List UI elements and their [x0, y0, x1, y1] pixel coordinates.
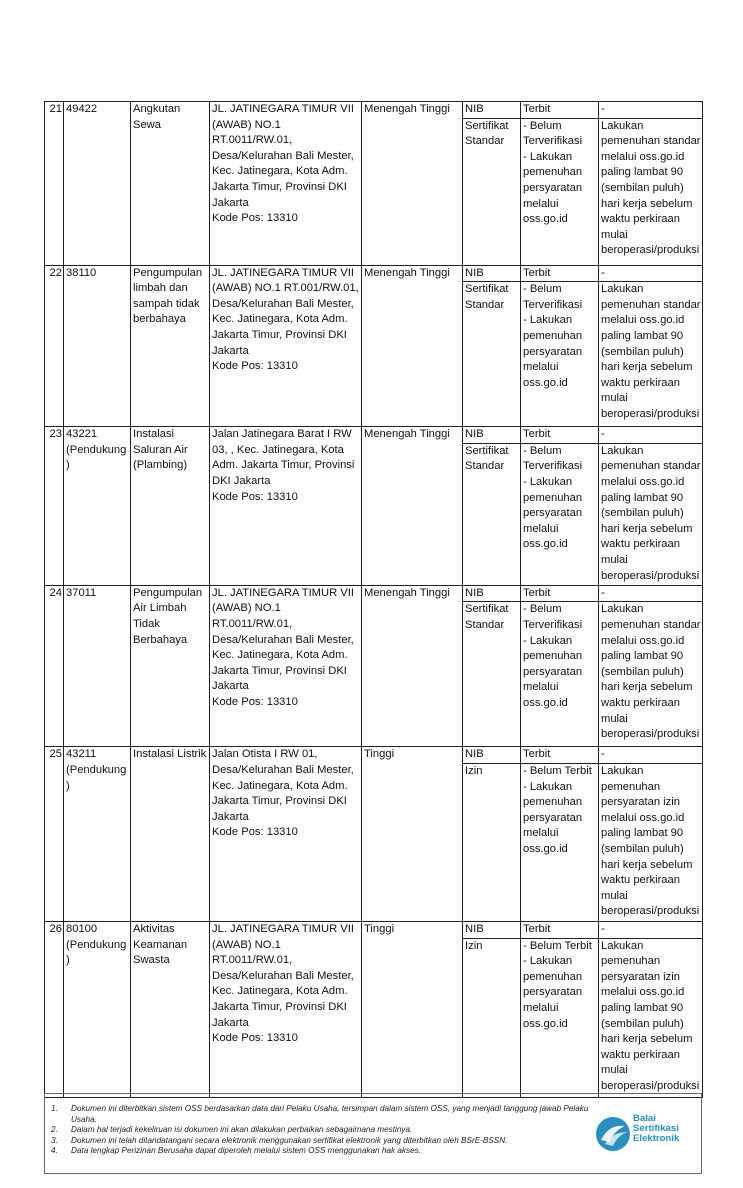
cell-status-lanjutan: - Belum Terverifikasi - Lakukan pemenuhan persyaratan melalui oss.go.id: [521, 602, 599, 747]
cell-status-lanjutan: - Belum Terbit - Lakukan pemenuhan persyaratan melalui oss.go.id: [521, 763, 599, 921]
cell-keterangan-lanjutan: Lakukan pemenuhan persyaratan izin melalui oss.go.id paling lambat 90 (sembilan puluh) hari kerja sebelum waktu perkiraan mulai beroperasi/produksi: [599, 938, 703, 1097]
bsre-logo-line-1: Balai: [633, 1113, 656, 1124]
bsre-logo-line-3: Elektronik: [633, 1133, 680, 1144]
cell-perizinan-lanjutan: Sertifikat Standar: [463, 602, 521, 747]
cell-kbli: 43221 (Pendukung): [64, 427, 131, 586]
bsre-logo-icon: [595, 1116, 631, 1152]
footer-note-number: 3.: [51, 1135, 58, 1145]
table-row: [45, 265, 703, 282]
cell-tingkat-risiko: Tinggi: [362, 921, 463, 1097]
footer-note-text: Dalam hal terjadi kekeliruan isi dokumen ini akan dilakukan perbaikan sebagaimana mestinya.: [71, 1125, 413, 1135]
cell-alamat: Jalan Jatinegara Barat I RW 03, , Kec. Jatinegara, Kota Adm. Jakarta Timur, Provinsi DKI Jakarta Kode Pos: 13310: [210, 427, 362, 586]
cell-keterangan-lanjutan: Lakukan pemenuhan standar melalui oss.go.id paling lambat 90 (sembilan puluh) hari kerja sebelum waktu perkiraan mulai beroperasi/produksi: [599, 282, 703, 427]
cell-no: 21: [45, 102, 64, 266]
cell-alamat: Jalan Otista I RW 01, Desa/Kelurahan Bali Mester, Kec. Jatinegara, Kota Adm. Jakarta Timur, Provinsi DKI Jakarta Kode Pos: 13310: [210, 747, 362, 922]
cell-judul-kbli: Aktivitas Keamanan Swasta: [131, 921, 210, 1097]
cell-no: 22: [45, 265, 64, 427]
cell-status-lanjutan: - Belum Terverifikasi - Lakukan pemenuhan persyaratan melalui oss.go.id: [521, 282, 599, 427]
cell-perizinan-lanjutan: Sertifikat Standar: [463, 443, 521, 585]
footer-note-number: 1.: [51, 1104, 58, 1113]
cell-alamat: JL. JATINEGARA TIMUR VII (AWAB) NO.1 RT.0011/RW.01, Desa/Kelurahan Bali Mester, Kec. Jatinegara, Kota Adm. Jakarta Timur, Provinsi DKI Jakarta Kode Pos: 13310: [210, 921, 362, 1097]
cell-no: 25: [45, 747, 64, 922]
cell-judul-kbli: Instalasi Listrik: [131, 747, 210, 922]
table-row: [45, 921, 703, 938]
cell-tingkat-risiko: Tinggi: [362, 747, 463, 922]
footer-note-number: 4.: [51, 1146, 58, 1156]
cell-no: 26: [45, 921, 64, 1097]
cell-status-lanjutan: - Belum Terbit - Lakukan pemenuhan persyaratan melalui oss.go.id: [521, 938, 599, 1097]
cell-perizinan-nib: NIB: [463, 427, 521, 444]
cell-perizinan-lanjutan: Izin: [463, 938, 521, 1097]
cell-keterangan-lanjutan: Lakukan pemenuhan persyaratan izin melalui oss.go.id paling lambat 90 (sembilan puluh) hari kerja sebelum waktu perkiraan mulai beroperasi/produksi: [599, 763, 703, 921]
cell-perizinan-nib: NIB: [463, 921, 521, 938]
cell-keterangan-lanjutan: Lakukan pemenuhan standar melalui oss.go.id paling lambat 90 (sembilan puluh) hari kerja sebelum waktu perkiraan mulai beroperasi/produksi: [599, 118, 703, 265]
bsre-logo: [595, 1112, 695, 1156]
cell-keterangan-lanjutan: Lakukan pemenuhan standar melalui oss.go.id paling lambat 90 (sembilan puluh) hari kerja sebelum waktu perkiraan mulai beroperasi/produksi: [599, 443, 703, 585]
cell-status-nib: Terbit: [521, 747, 599, 764]
footer-note: [51, 1125, 597, 1136]
cell-judul-kbli: Pengumpulan Air Limbah Tidak Berbahaya: [131, 585, 210, 747]
table-row: [45, 102, 703, 119]
cell-judul-kbli: Instalasi Saluran Air (Plambing): [131, 427, 210, 586]
cell-status-nib: Terbit: [521, 427, 599, 444]
cell-perizinan-lanjutan: Sertifikat Standar: [463, 282, 521, 427]
table-row: [45, 747, 703, 764]
cell-kbli: 38110: [64, 265, 131, 427]
cell-judul-kbli: Angkutan Sewa: [131, 102, 210, 266]
cell-kbli: 37011: [64, 585, 131, 747]
cell-tingkat-risiko: Menengah Tinggi: [362, 102, 463, 266]
cell-status-nib: Terbit: [521, 102, 599, 119]
license-table: [44, 101, 703, 1098]
cell-status-nib: Terbit: [521, 265, 599, 282]
footer-note-text: Data lengkap Perizinan Berusaha dapat diperoleh melalui sistem OSS menggunakan hak akses.: [71, 1146, 421, 1156]
cell-alamat: JL. JATINEGARA TIMUR VII (AWAB) NO.1 RT.0011/RW.01, Desa/Kelurahan Bali Mester, Kec. Jatinegara, Kota Adm. Jakarta Timur, Provinsi DKI Jakarta Kode Pos: 13310: [210, 585, 362, 747]
cell-keterangan-nib: -: [599, 747, 703, 764]
cell-perizinan-lanjutan: Sertifikat Standar: [463, 118, 521, 265]
cell-status-nib: Terbit: [521, 921, 599, 938]
cell-no: 23: [45, 427, 64, 586]
table-row: [45, 427, 703, 444]
cell-tingkat-risiko: Menengah Tinggi: [362, 585, 463, 747]
cell-tingkat-risiko: Menengah Tinggi: [362, 265, 463, 427]
cell-tingkat-risiko: Menengah Tinggi: [362, 427, 463, 586]
cell-keterangan-nib: -: [599, 427, 703, 444]
cell-perizinan-nib: NIB: [463, 585, 521, 602]
cell-keterangan-nib: -: [599, 585, 703, 602]
cell-no: 24: [45, 585, 64, 747]
cell-keterangan-nib: -: [599, 102, 703, 119]
cell-alamat: JL. JATINEGARA TIMUR VII (AWAB) NO.1 RT.0011/RW.01, Desa/Kelurahan Bali Mester, Kec. Jatinegara, Kota Adm. Jakarta Timur, Provinsi DKI Jakarta Kode Pos: 13310: [210, 102, 362, 266]
cell-status-lanjutan: - Belum Terverifikasi - Lakukan pemenuhan persyaratan melalui oss.go.id: [521, 443, 599, 585]
cell-keterangan-nib: -: [599, 921, 703, 938]
cell-keterangan-lanjutan: Lakukan pemenuhan standar melalui oss.go.id paling lambat 90 (sembilan puluh) hari kerja sebelum waktu perkiraan mulai beroperasi/produksi: [599, 602, 703, 747]
cell-keterangan-nib: -: [599, 265, 703, 282]
cell-kbli: 80100 (Pendukung): [64, 921, 131, 1097]
bsre-logo-text: [633, 1114, 679, 1144]
bsre-logo-line-2: Sertifikasi: [633, 1123, 679, 1134]
cell-judul-kbli: Pengumpulan limbah dan sampah tidak berbahaya: [131, 265, 210, 427]
footer-note-number: 2.: [51, 1125, 58, 1135]
cell-status-lanjutan: - Belum Terverifikasi - Lakukan pemenuhan persyaratan melalui oss.go.id: [521, 118, 599, 265]
cell-perizinan-lanjutan: Izin: [463, 763, 521, 921]
footer-note-text: Dokumen ini telah ditandatangani secara elektronik menggunakan sertifikat elektronik yang diterbitkan oleh BSrE-BSSN.: [71, 1135, 508, 1145]
cell-status-nib: Terbit: [521, 585, 599, 602]
footer-note: [51, 1146, 597, 1157]
footer-notes-list: [51, 1104, 597, 1157]
cell-kbli: 49422: [64, 102, 131, 266]
cell-perizinan-nib: NIB: [463, 265, 521, 282]
cell-perizinan-nib: NIB: [463, 102, 521, 119]
footer-note: [51, 1104, 597, 1125]
footer-note: [51, 1136, 597, 1147]
footer-notes-box: [44, 1093, 702, 1174]
footer-note-text: Dokumen ini diterbitkan sistem OSS berdasarkan data dari Pelaku Usaha, tersimpan dalam sistem OSS, yang menjadi tanggung jawab Pelaku Usaha.: [71, 1104, 589, 1124]
cell-kbli: 43211 (Pendukung): [64, 747, 131, 922]
table-row: [45, 585, 703, 602]
cell-perizinan-nib: NIB: [463, 747, 521, 764]
cell-alamat: JL. JATINEGARA TIMUR VII (AWAB) NO.1 RT.001/RW.01, Desa/Kelurahan Bali Mester, Kec. Jatinegara, Kota Adm. Jakarta Timur, Provinsi DKI Jakarta Kode Pos: 13310: [210, 265, 362, 427]
